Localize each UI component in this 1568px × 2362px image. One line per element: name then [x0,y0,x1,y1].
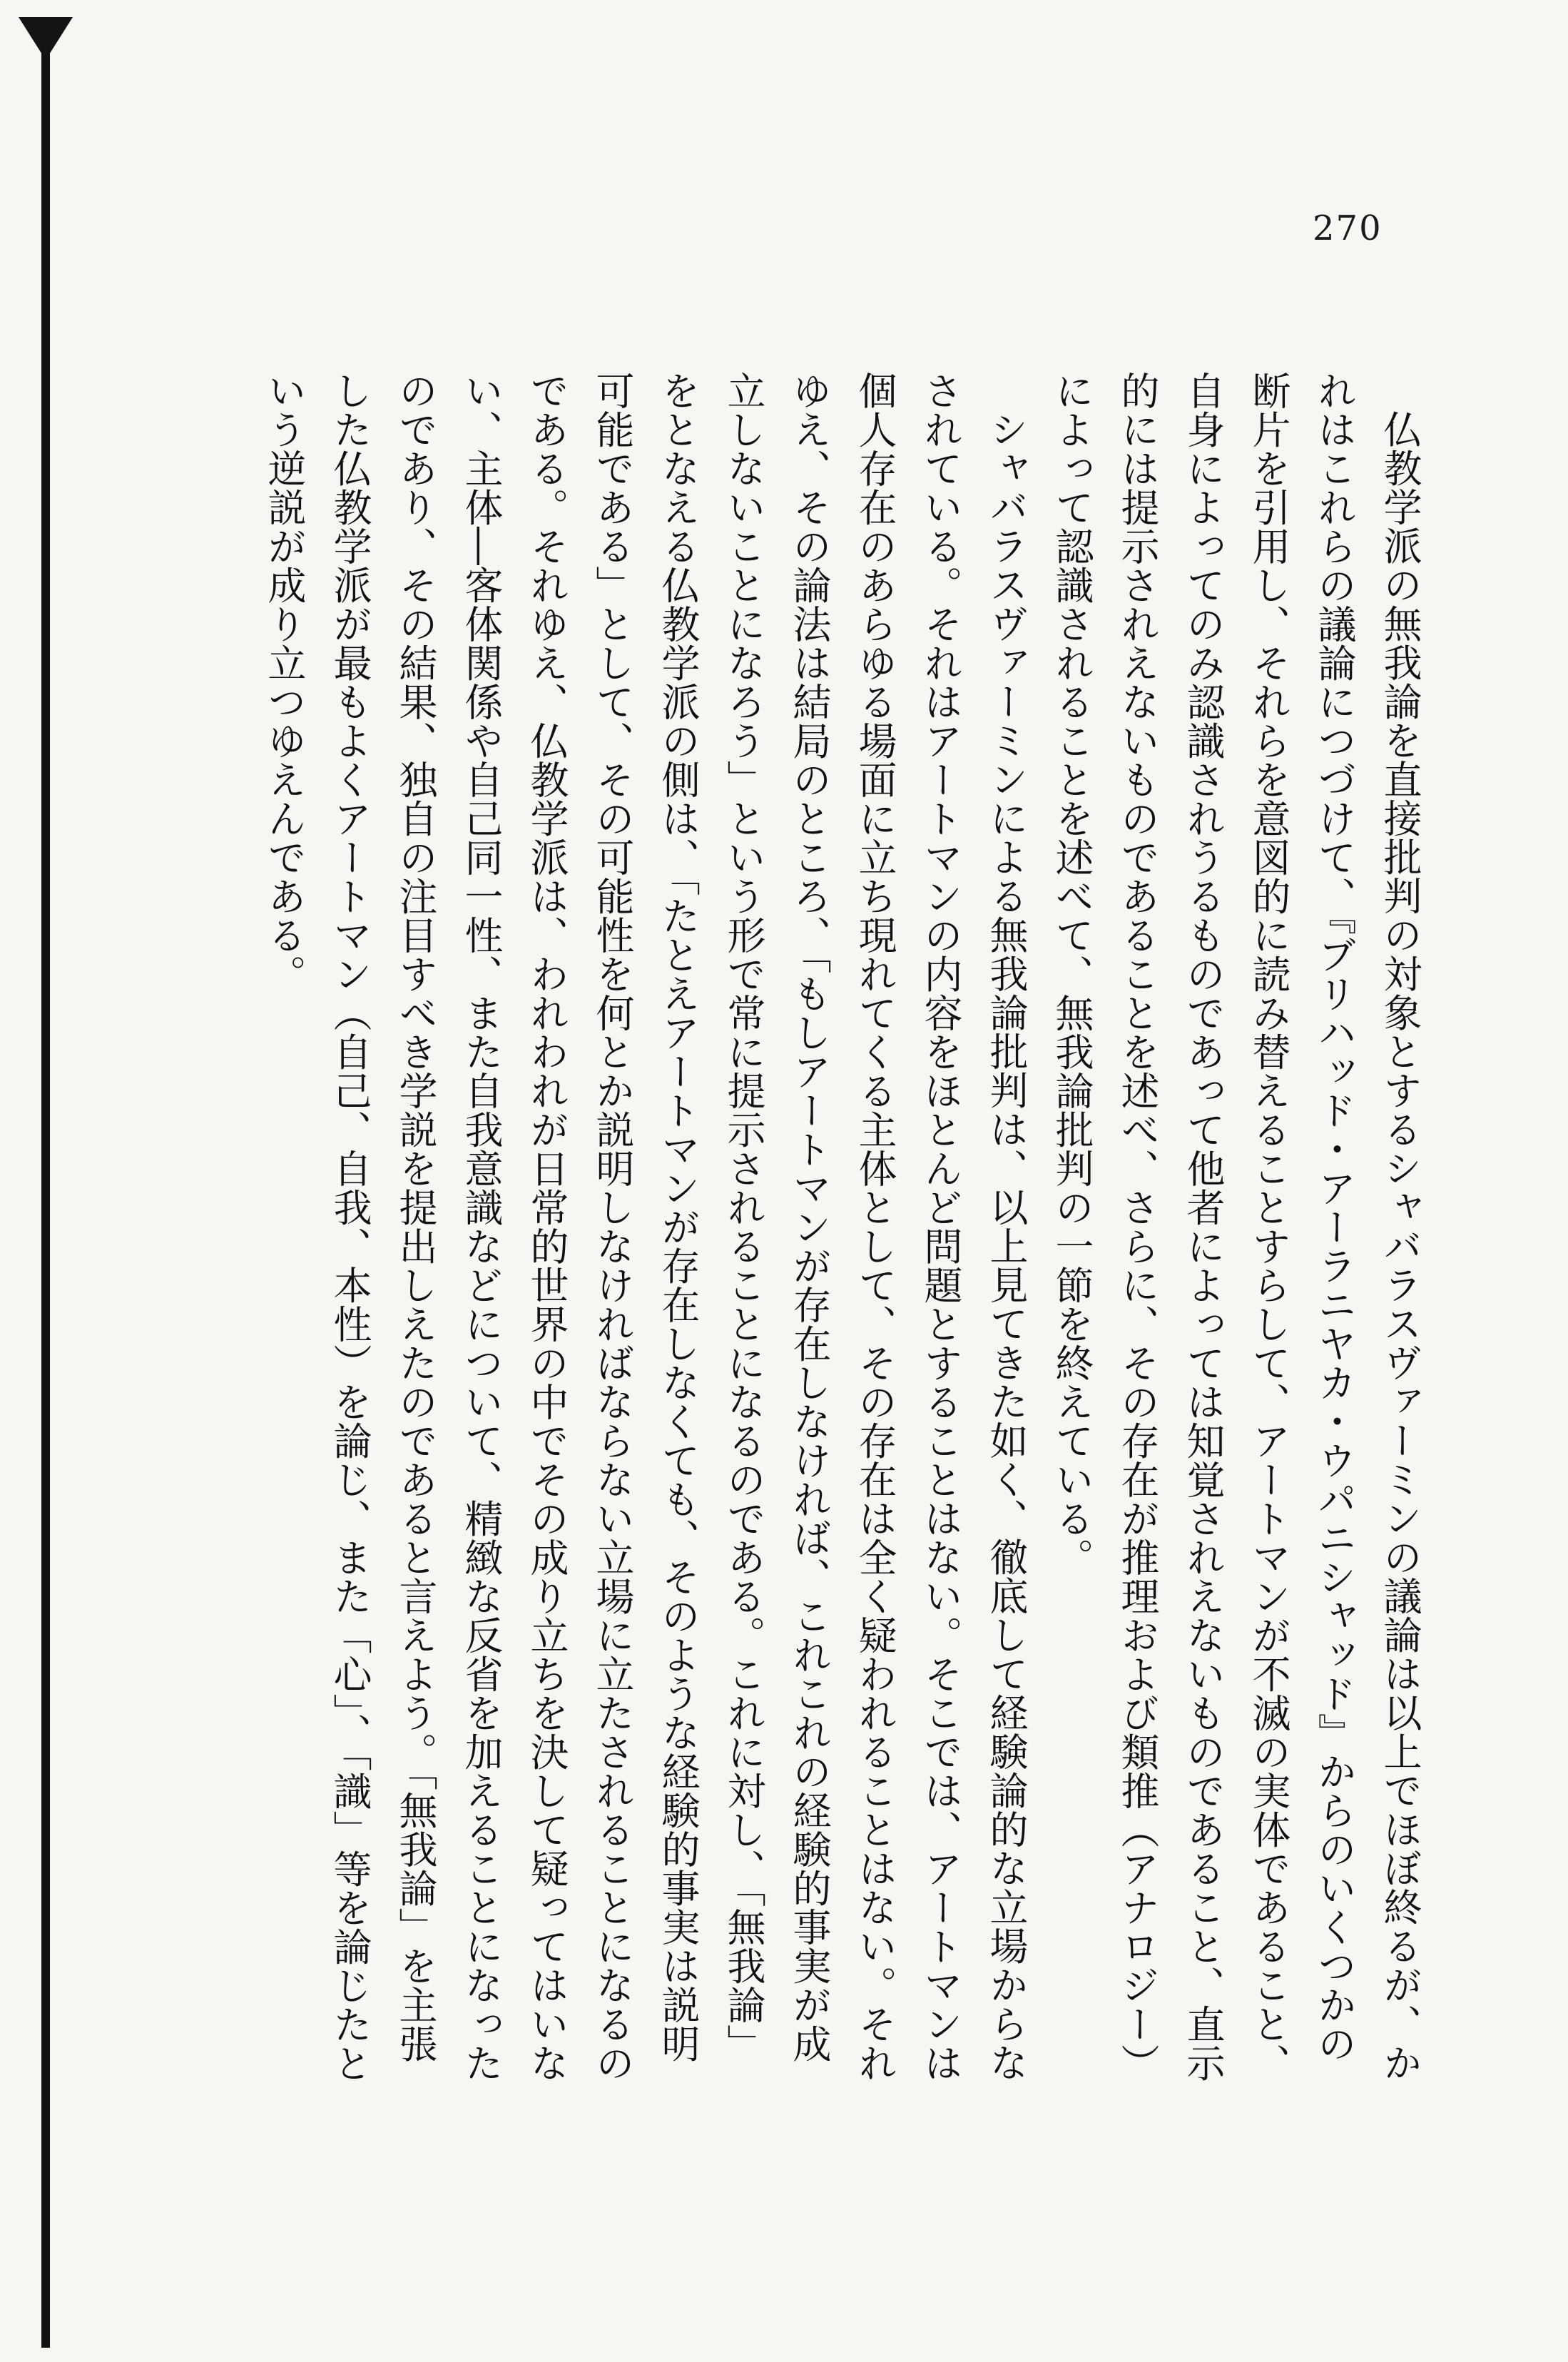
paragraph-2: シャバラスヴァーミンによる無我論批判は、以上見てきた如く、徹底して経験論的な立場からなされている。それはアートマンの内容をほとんど問題とすることはない。そこでは、アートマンは個人存在のあらゆる場面に立ち現れてくる主体として、その存在は全く疑われることはない。それゆえ、その論法は結局のところ、「もしアートマンが存在しなければ、これこれの経験的事実が成立しないことになろう」という形で常に提示されることになるのである。これに対し、「無我論」をとなえる仏教学派の側は、「たとえアートマンが存在しなくても、そのような経験的事実は説明可能である」として、その可能性を何とか説明しなければならない立場に立たされることになるのである。それゆえ、仏教学派は、われわれが日常的世界の中でその成り立ちを決して疑ってはいない、主体―客体関係や自己同一性、また自我意識などについて、精緻な反省を加えることになったのであり、その結果、独自の注目すべき学説を提出しえたのであると言えよう。「無我論」を主張した仏教学派が最もよくアートマン（自己、自我、本性）を論じ、また「心」、「識」等を論じたという逆説が成り立つゆえんである。 [262,371,1029,2083]
page-number: 270 [1313,208,1383,248]
paragraph-1: 仏教学派の無我論を直接批判の対象とするシャバラスヴァーミンの議論は以上でほぼ終るが、かれはこれらの議論につづけて、『ブリハッド・アーラニヤカ・ウパニシャッド』からのいくつかの断片を引用し、それらを意図的に読み替えることすらして、アートマンが不滅の実体であること、自身によってのみ認識されうるものであって他者によっては知覚されえないものであること、直示的には提示されえないものであることを述べ、さらに、その存在が推理および類推（アナロジー）によって認識されることを述べて、無我論批判の一節を終えている。 [1049,371,1422,2082]
page-spine-line [41,21,50,2348]
body-text [251,371,1432,2084]
